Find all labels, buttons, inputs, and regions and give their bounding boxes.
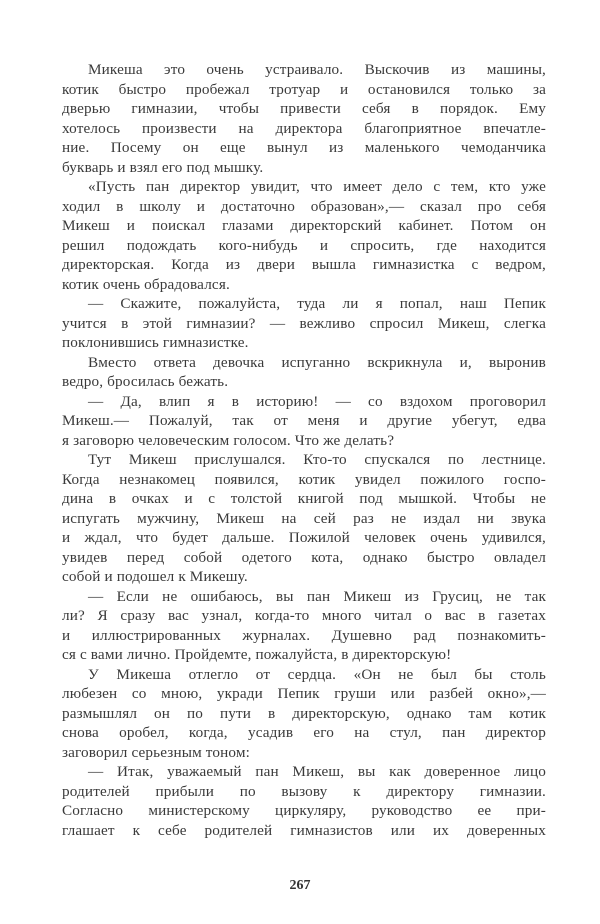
text-line: Вместо ответа девочка испуганно вскрикнула и, выронив xyxy=(88,353,546,371)
text-line: котик очень обрадовался. xyxy=(62,275,230,293)
text-line: «Пусть пан директор увидит, что имеет дело с тем, кто уже xyxy=(88,178,546,195)
text-line: Микеш и поискал глазами директорский кабинет. Потом он xyxy=(62,217,546,234)
text-line: — Если не ошибаюсь, вы пан Микеш из Грусиц, не так xyxy=(88,587,546,605)
text-line: ся с вами лично. Пройдемте, пожалуйста, в директорскую! xyxy=(62,646,452,663)
text-line: и ждал, что будет дальше. Пожилой человек очень удивился, xyxy=(62,529,546,546)
text-line: ли? Я сразу вас узнал, когда-то много читал о вас в газетах xyxy=(62,607,546,624)
text-line: поклонившись гимназистке. xyxy=(62,334,249,351)
text-line: глашает к себе родителей гимназистов или их доверенных xyxy=(62,821,546,839)
paragraph xyxy=(62,587,546,665)
text-line: ние. Посему он еще вынул из маленького чемоданчика xyxy=(62,139,546,156)
paragraph xyxy=(62,60,546,177)
text-line: размышлял он по пути в директорскую, однако там котик xyxy=(62,704,546,722)
page-body xyxy=(62,60,546,840)
text-line: Когда незнакомец появился, котик увидел пожилого госпо- xyxy=(62,470,546,488)
text-line: увидев перед собой одетого кота, однако быстро овладел xyxy=(62,548,546,566)
text-line: испугать мужчину, Микеш на сей раз не издал ни звука xyxy=(62,509,546,527)
text-line: родителей прибыли по вызову к директору гимназии. xyxy=(62,782,546,800)
text-line: — Да, влип я в историю! — со вздохом проговорил xyxy=(88,392,546,410)
text-line: я заговорю человеческим голосом. Что же делать? xyxy=(62,431,395,449)
text-line: и иллюстрированных журналах. Душевно рад познакомить- xyxy=(62,626,546,644)
text-line: любезен со мною, укради Пепик груши или разбей окно»,— xyxy=(62,685,546,702)
text-line: У Микеша отлегло от сердца. «Он не был бы столь xyxy=(88,665,546,683)
paragraph xyxy=(62,665,546,763)
text-line: хотелось произвести на директора благоприятное впечатле- xyxy=(62,119,546,137)
text-line: Тут Микеш прислушался. Кто-то спускался по лестнице. xyxy=(88,451,546,468)
paragraph xyxy=(62,294,546,353)
text-line: — Скажите, пожалуйста, туда ли я попал, наш Пепик xyxy=(88,295,546,312)
text-line: решил подождать кого-нибудь и спросить, где находится xyxy=(62,236,546,254)
text-line: котик быстро пробежал тротуар и остановился только за xyxy=(62,80,546,98)
text-line: Микеш.— Пожалуй, так от меня и другие убегут, едва xyxy=(62,412,546,429)
paragraph xyxy=(62,450,546,587)
paragraph xyxy=(62,177,546,294)
text-line: Микеша это очень устраивало. Выскочив из машины, xyxy=(88,61,546,78)
text-line: учится в этой гимназии? — вежливо спросил Микеш, слегка xyxy=(62,314,546,332)
text-line: директорская. Когда из двери вышла гимназистка с ведром, xyxy=(62,256,546,273)
text-line: заговорил серьезным тоном: xyxy=(62,743,250,761)
text-line: ведро, бросилась бежать. xyxy=(62,373,229,390)
text-line: ходил в школу и достаточно образован»,— сказал про себя xyxy=(62,197,546,215)
text-line: дверью гимназии, чтобы привести себя в порядок. Ему xyxy=(62,100,546,117)
paragraph xyxy=(62,392,546,451)
paragraph xyxy=(62,762,546,840)
text-line: дина в очках и с толстой книгой под мышкой. Чтобы не xyxy=(62,490,546,507)
text-line: снова оробел, когда, усадив его на стул, пан директор xyxy=(62,724,546,741)
text-line: — Итак, уважаемый пан Микеш, вы как доверенное лицо xyxy=(88,763,546,780)
text-line: букварь и взял его под мышку. xyxy=(62,158,264,176)
text-line: собой и подошел к Микешу. xyxy=(62,568,248,585)
text-line: Согласно министерскому циркуляру, руководство ее при- xyxy=(62,802,546,819)
paragraph xyxy=(62,353,546,392)
page-number: 267 xyxy=(289,878,311,893)
